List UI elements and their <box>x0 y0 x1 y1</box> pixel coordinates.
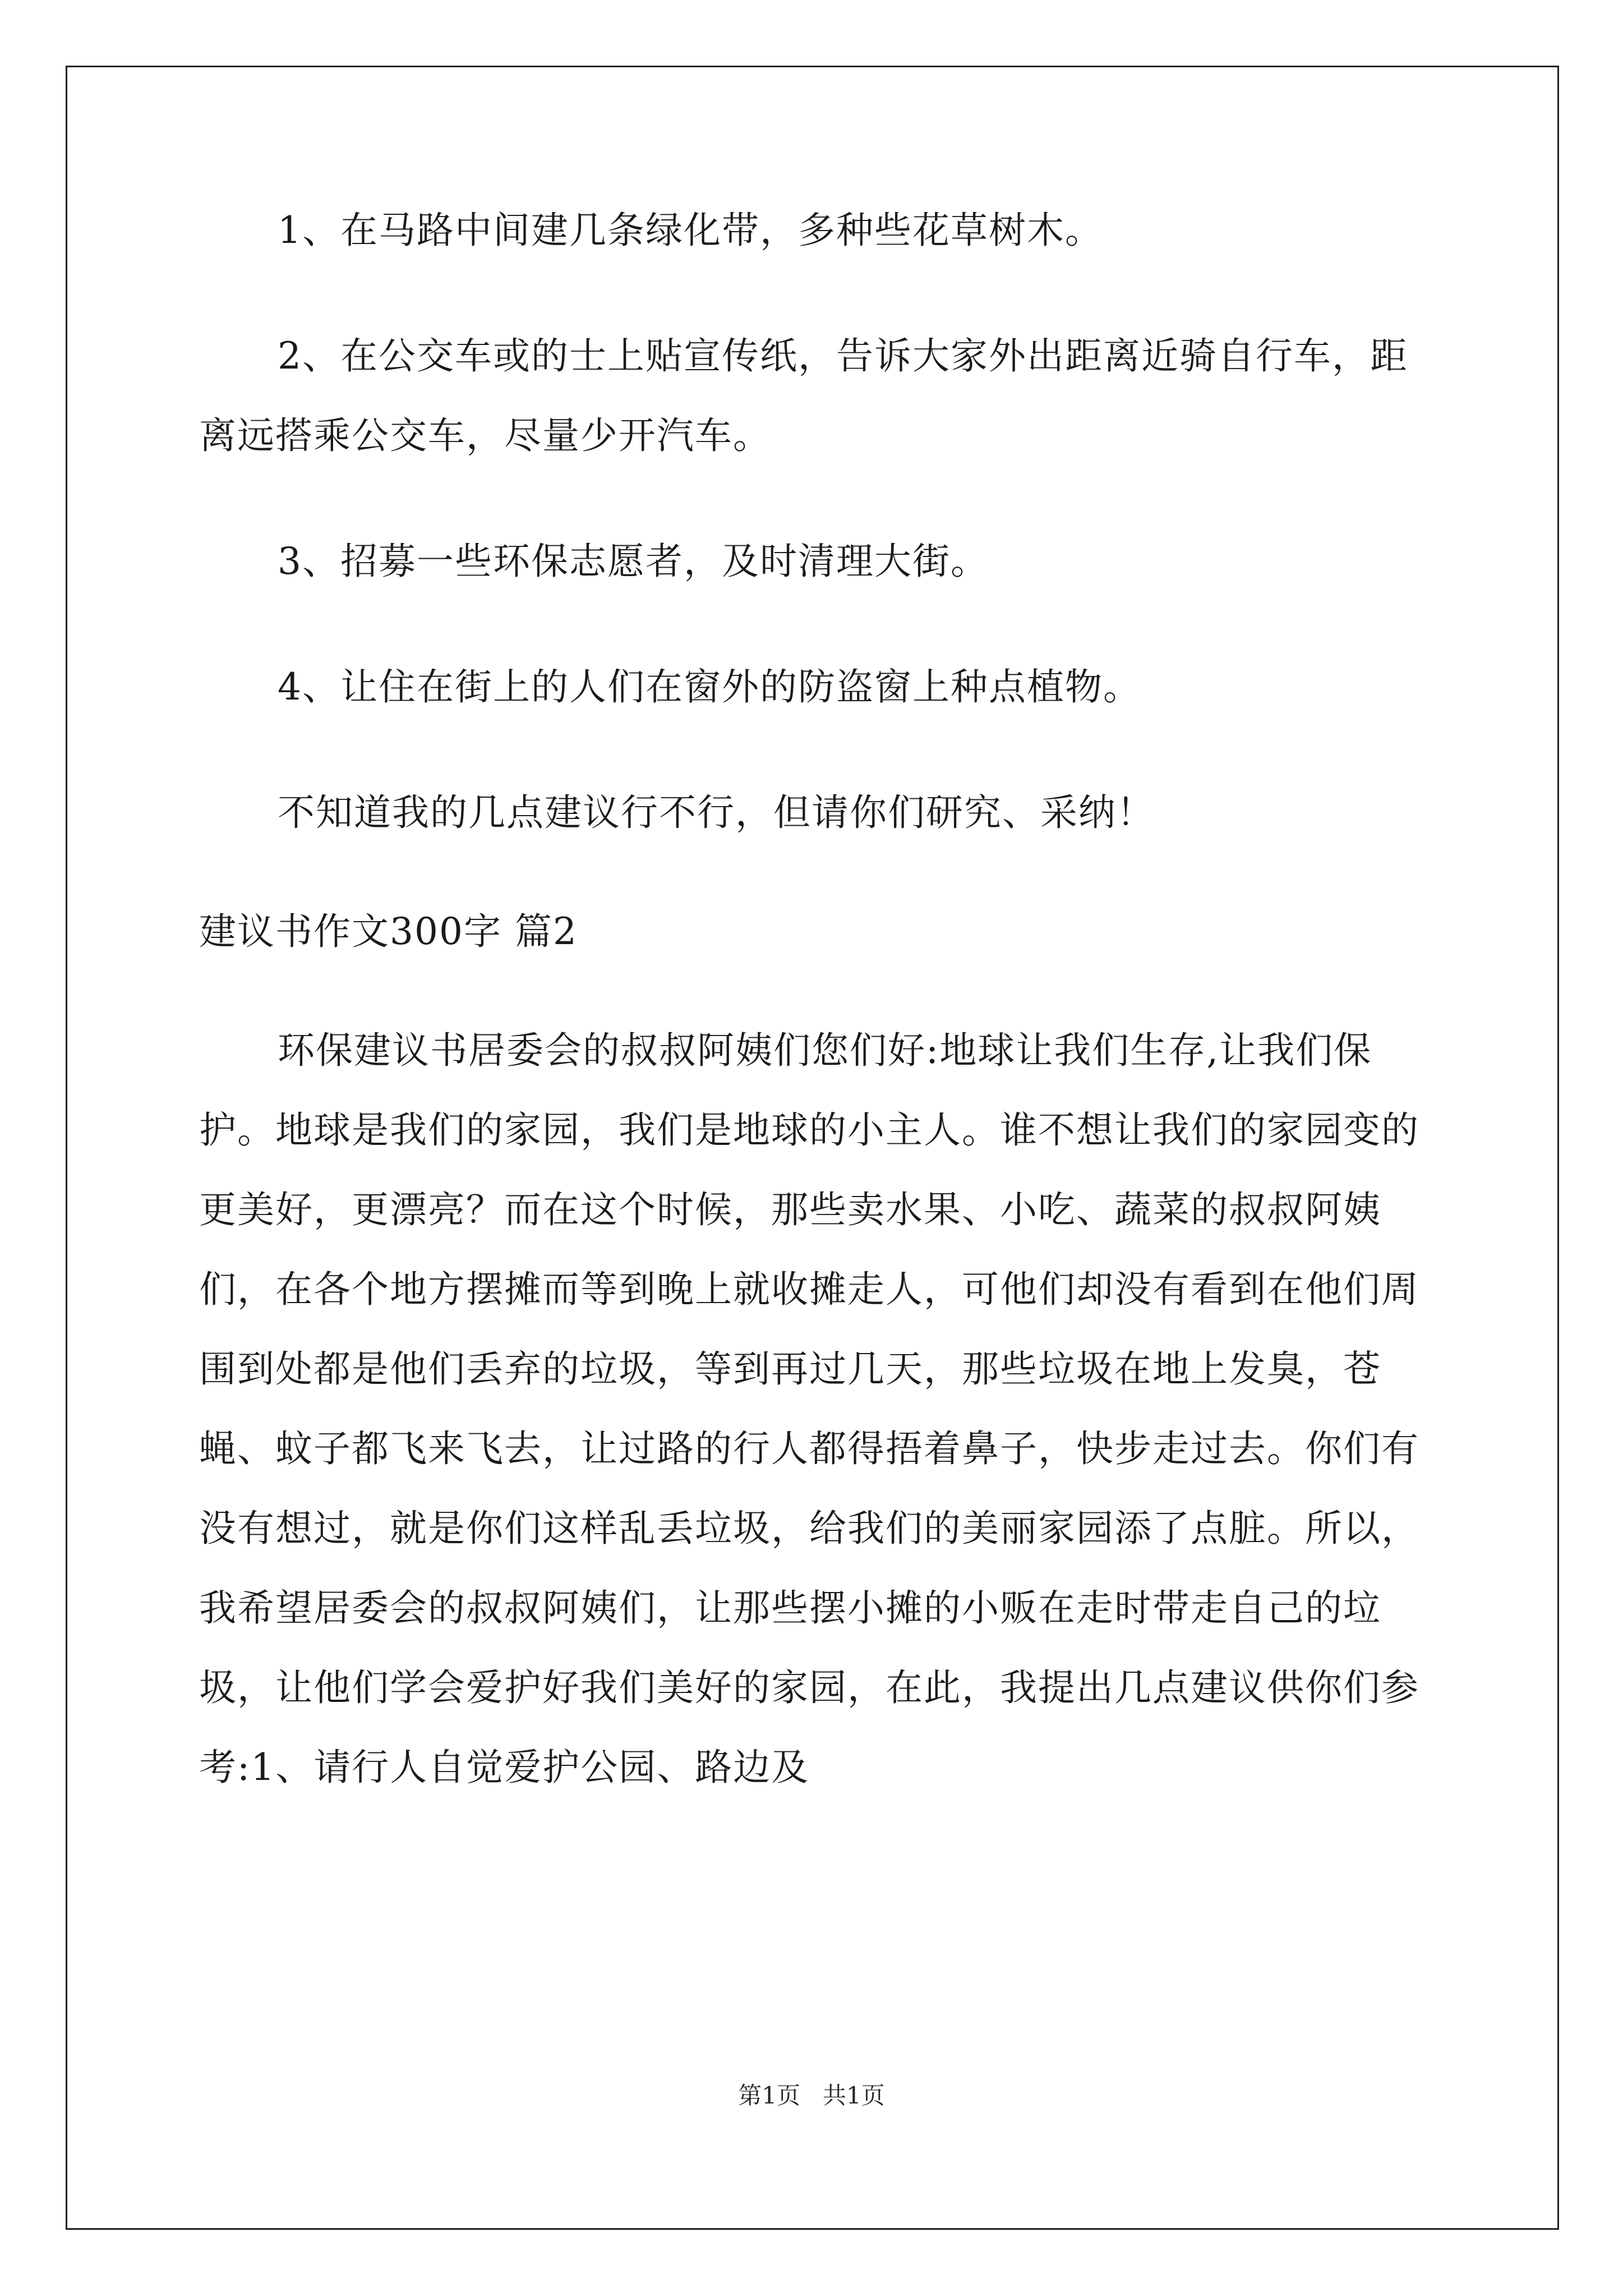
page-number-current: 第1页 <box>738 2082 800 2109</box>
paragraph-item-3: 3、招募一些环保志愿者，及时清理大街。 <box>278 540 989 583</box>
paragraph-item-1: 1、在马路中间建几条绿化带，多种些花草树木。 <box>278 209 1103 252</box>
paragraph-item-2: 2、在公交车或的士上贴宣传纸，告诉大家外出距离近骑自行车，距离远搭乘公交车，尽量少开汽车。 <box>199 334 1408 457</box>
section-title: 建议书作文300字 篇2 <box>199 910 578 953</box>
paragraph-item-4: 4、让住在街上的人们在窗外的防盗窗上种点植物。 <box>278 665 1141 708</box>
document-body <box>199 191 1433 1807</box>
page-number-total: 共1页 <box>823 2082 885 2109</box>
paragraph-closing: 不知道我的几点建议行不行，但请你们研究、采纳！ <box>278 791 1155 834</box>
paragraph-body: 环保建议书居委会的叔叔阿姨们您们好:地球让我们生存,让我们保护。地球是我们的家园，我们是地球的小主人。谁不想让我们的家园变的更美好，更漂亮？而在这个时候，那些卖水果、小吃、蔬菜的叔叔阿姨们，在各个地方摆摊而等到晚上就收摊走人，可他们却没有看到在他们周围到处都是他们丢弃的垃圾，等到再过几天，那些垃圾在地上发臭，苍蝇、蚊子都飞来飞去，让过路的行人都得捂着鼻子，快步走过去。你们有没有想过，就是你们这样乱丢垃圾，给我们的美丽家园添了点脏。所以，我希望居委会的叔叔阿姨们，让那些摆小摊的小贩在走时带走自己的垃圾，让他们学会爱护好我们美好的家园，在此，我提出几点建议供你们参考:1、请行人自觉爱护公园、路边及 <box>199 1029 1419 1789</box>
page-footer <box>0 2080 1623 2111</box>
